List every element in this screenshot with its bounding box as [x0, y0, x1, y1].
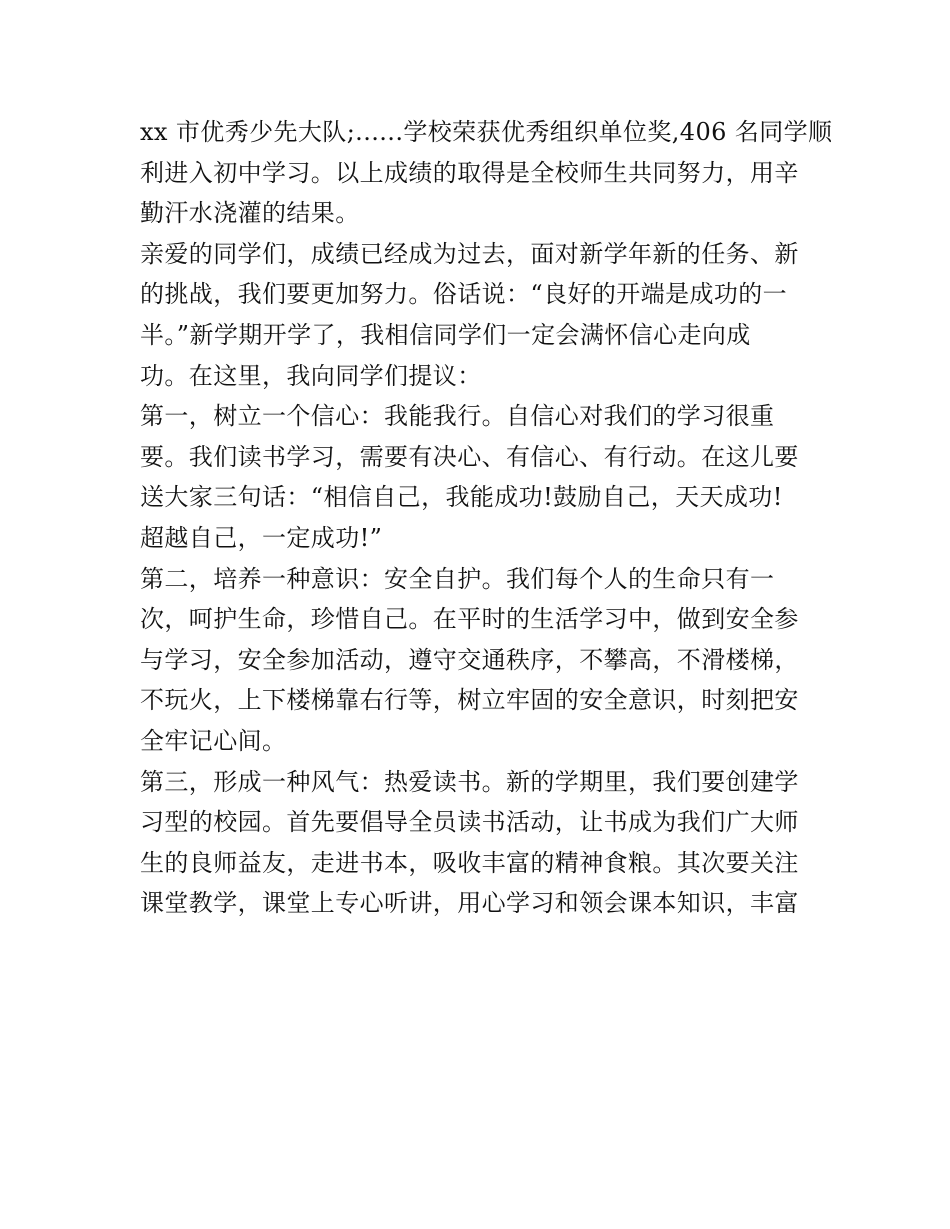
- text-line: 课堂教学，课堂上专心听讲，用心学习和领会课本知识，丰富: [140, 889, 799, 918]
- document-body: [140, 112, 833, 924]
- text-line: 半。”新学期开学了，我相信同学们一定会满怀信心走向成: [140, 320, 751, 349]
- text-line: 第三，形成一种风气：热爱读书。新的学期里，我们要创建学: [140, 767, 799, 796]
- text-line: 第二，培养一种意识：安全自护。我们每个人的生命只有一: [140, 564, 775, 593]
- text-line: 勤汗水浇灌的结果。: [140, 199, 360, 228]
- text-line: 功。在这里，我向同学们提议：: [140, 361, 482, 390]
- text-line: 习型的校园。首先要倡导全员读书活动，让书成为我们广大师: [140, 808, 799, 837]
- text-line: 利进入初中学习。以上成绩的取得是全校师生共同努力，用辛: [140, 158, 799, 187]
- text-line: 送大家三句话：“相信自己，我能成功!鼓励自己，天天成功!: [140, 483, 783, 512]
- text-line: 生的良师益友，走进书本，吸收丰富的精神食粮。其次要关注: [140, 848, 799, 877]
- text-line: 要。我们读书学习，需要有决心、有信心、有行动。在这儿要: [140, 442, 799, 471]
- text-line: 与学习，安全参加活动，遵守交通秩序，不攀高，不滑楼梯，: [140, 645, 799, 674]
- text-line: 不玩火，上下楼梯靠右行等，树立牢固的安全意识，时刻把安: [140, 686, 799, 715]
- text-line: 第一，树立一个信心：我能我行。自信心对我们的学习很重: [140, 402, 775, 431]
- text-line: 的挑战，我们要更加努力。俗话说：“良好的开端是成功的一: [140, 280, 788, 309]
- text-line: 亲爱的同学们，成绩已经成为过去，面对新学年新的任务、新: [140, 239, 799, 268]
- text-line: 全牢记心间。: [140, 726, 287, 755]
- text-line: 超越自己，一定成功!”: [140, 523, 383, 552]
- text-line: xx 市优秀少先大队;......学校荣获优秀组织单位奖,406 名同学顺: [140, 118, 833, 146]
- text-line: 次，呵护生命，珍惜自己。在平时的生活学习中，做到安全参: [140, 605, 799, 634]
